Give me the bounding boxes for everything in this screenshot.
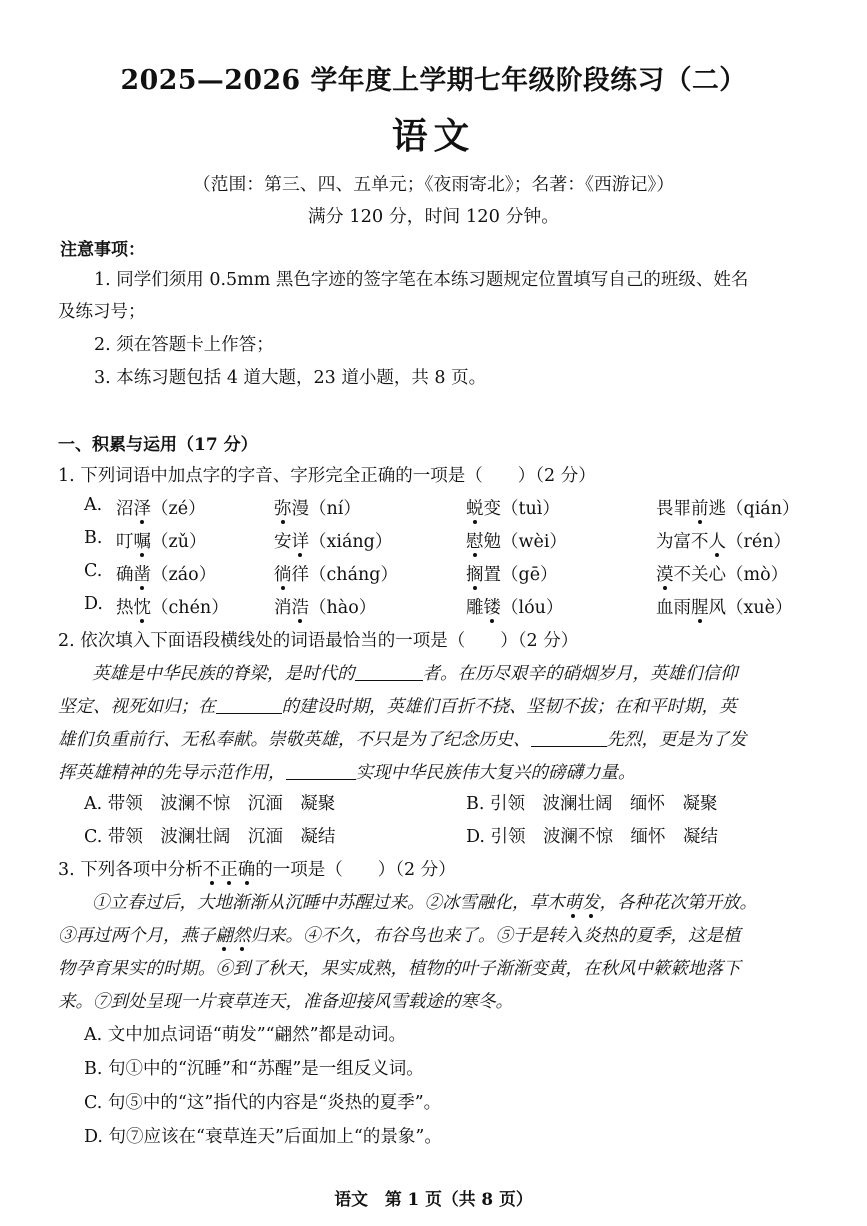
dotted-char: 详 (291, 532, 309, 552)
note-item-2: 2. 须在答题卡上作答； (94, 335, 274, 355)
q2-passage-line: 挥英雄精神的先导示范作用， 实现中华民族伟大复兴的磅礴力量。 (58, 763, 636, 783)
q1-option-label: D. (84, 594, 103, 614)
q3-option-d: D. 句⑦应该在“衰草连天”后面加上“的景象”。 (84, 1127, 442, 1147)
dotted-char: 人 (708, 532, 726, 552)
q3-option-a: A. 文中加点词语“萌发”“翩然”都是动词。 (84, 1025, 407, 1045)
q2-passage-line: 英雄是中华民族的脊梁，是时代的 者。在历尽艰辛的硝烟岁月，英雄们信仰 (92, 664, 738, 684)
q1-option-label: C. (84, 561, 103, 581)
q1-item: 消浩（hào） (274, 598, 377, 618)
q3-stem: 3. 下列各项中分析不正确的一项是（ ）（2 分） (58, 860, 456, 880)
dotted-char: 慰 (466, 532, 484, 552)
q2-option-b: B. 引领 波澜壮阔 缅怀 凝聚 (466, 794, 718, 814)
q1-item: 血雨腥风（xuè） (656, 598, 793, 618)
dotted-char: 徜 (274, 565, 292, 585)
q1-item: 沼泽（zé） (116, 499, 206, 519)
q3-option-b: B. 句①中的“沉睡”和“苏醒”是一组反义词。 (84, 1059, 424, 1079)
q1-option-label: A. (84, 495, 103, 515)
dotted-text: 不正确 (202, 860, 256, 880)
q1-item: 弥漫（ní） (274, 499, 361, 519)
q1-stem: 1. 下列词语中加点字的字音、字形完全正确的一项是（ ）（2 分） (58, 466, 596, 486)
q3-option-c: C. 句⑤中的“这”指代的内容是“炎热的夏季”。 (84, 1093, 442, 1113)
q1-item: 畏罪前逃（qián） (656, 499, 800, 519)
q1-item: 徜徉（cháng） (274, 565, 398, 585)
dotted-char: 前 (691, 499, 709, 519)
q3-passage-line: ③再过两个月，燕子翩然归来。④不久，布谷鸟也来了。⑤于是转入炎热的夏季，这是植 (58, 926, 741, 946)
fill-blank (216, 696, 282, 715)
page-footer: 语文 第 1 页（共 8 页） (334, 1189, 533, 1209)
fill-blank (531, 729, 607, 748)
q1-item: 慰勉（wèi） (466, 532, 567, 552)
q2-option-c: C. 带领 波澜壮阔 沉湎 凝结 (84, 827, 336, 847)
q1-item: 为富不人（rén） (656, 532, 791, 552)
fill-blank (355, 663, 423, 682)
q1-item: 热忱（chén） (116, 598, 229, 618)
note-item-1: 1. 同学们须用 0.5mm 黑色字迹的签字笔在本练习题规定位置填写自己的班级、姓名 (94, 270, 749, 290)
note-item-1-cont: 及练习号； (58, 302, 146, 322)
q2-option-a: A. 带领 波澜不惊 沉湎 凝聚 (84, 794, 336, 814)
dotted-char: 弥 (274, 499, 292, 519)
q3-passage-line: 来。⑦到处呈现一片衰草连天，准备迎接风雪载途的寒冬。 (58, 992, 513, 1012)
dotted-char: 嘱 (133, 532, 151, 552)
subject-title: 语文 (391, 116, 476, 157)
q1-item: 雕镂（lóu） (466, 598, 564, 618)
q1-item: 安详（xiáng） (274, 532, 393, 552)
notes-heading: 注意事项： (60, 240, 145, 260)
note-item-3: 3. 本练习题包括 4 道大题，23 道小题，共 8 页。 (94, 368, 487, 388)
dotted-char: 凿 (133, 565, 151, 585)
q1-item: 搁置（gē） (466, 565, 558, 585)
section-1-heading: 一、积累与运用（17 分） (58, 435, 258, 455)
q2-passage-line: 坚定、视死如归；在 的建设时期，英雄们百折不挠、坚韧不拔；在和平时期，英 (58, 697, 737, 717)
q3-passage-line: 物孕育果实的时期。⑥到了秋天，果实成熟，植物的叶子渐渐变黄，在秋风中簌簌地落下 (58, 959, 741, 979)
dotted-char: 漠 (656, 565, 674, 585)
q1-item: 叮嘱（zǔ） (116, 532, 207, 552)
dotted-char: 搁 (466, 565, 484, 585)
dotted-char: 蜕 (466, 499, 484, 519)
dotted-char: 浩 (291, 598, 309, 618)
q1-option-label: B. (84, 528, 103, 548)
dotted-char: 腥 (691, 598, 709, 618)
q2-option-d: D. 引领 波澜不惊 缅怀 凝结 (466, 827, 719, 847)
q1-item: 漠不关心（mò） (656, 565, 789, 585)
dotted-char: 镂 (483, 598, 501, 618)
score-and-time: 满分 120 分，时间 120 分钟。 (307, 206, 560, 227)
exam-title: 2025—2026 学年度上学期七年级阶段练习（二） (120, 65, 747, 96)
dotted-text: 萌发 (564, 893, 600, 913)
dotted-char: 忱 (133, 598, 151, 618)
q3-passage-line: ①立春过后，大地渐渐从沉睡中苏醒过来。②冰雪融化，草木萌发，各种花次第开放。 (92, 893, 757, 913)
exam-scope: （范围：第三、四、五单元；《夜雨寄北》；名著：《西游记》） (192, 174, 675, 195)
q2-stem: 2. 依次填入下面语段横线处的词语最恰当的一项是（ ）（2 分） (58, 631, 579, 651)
fill-blank (286, 762, 356, 781)
q1-item: 蜕变（tuì） (466, 499, 560, 519)
dotted-text: 翩然 (215, 926, 251, 946)
dotted-char: 泽 (133, 499, 151, 519)
q1-item: 确凿（záo） (116, 565, 217, 585)
q2-passage-line: 雄们负重前行、无私奉献。崇敬英雄，不只是为了纪念历史、 先烈，更是为了发 (58, 730, 747, 750)
